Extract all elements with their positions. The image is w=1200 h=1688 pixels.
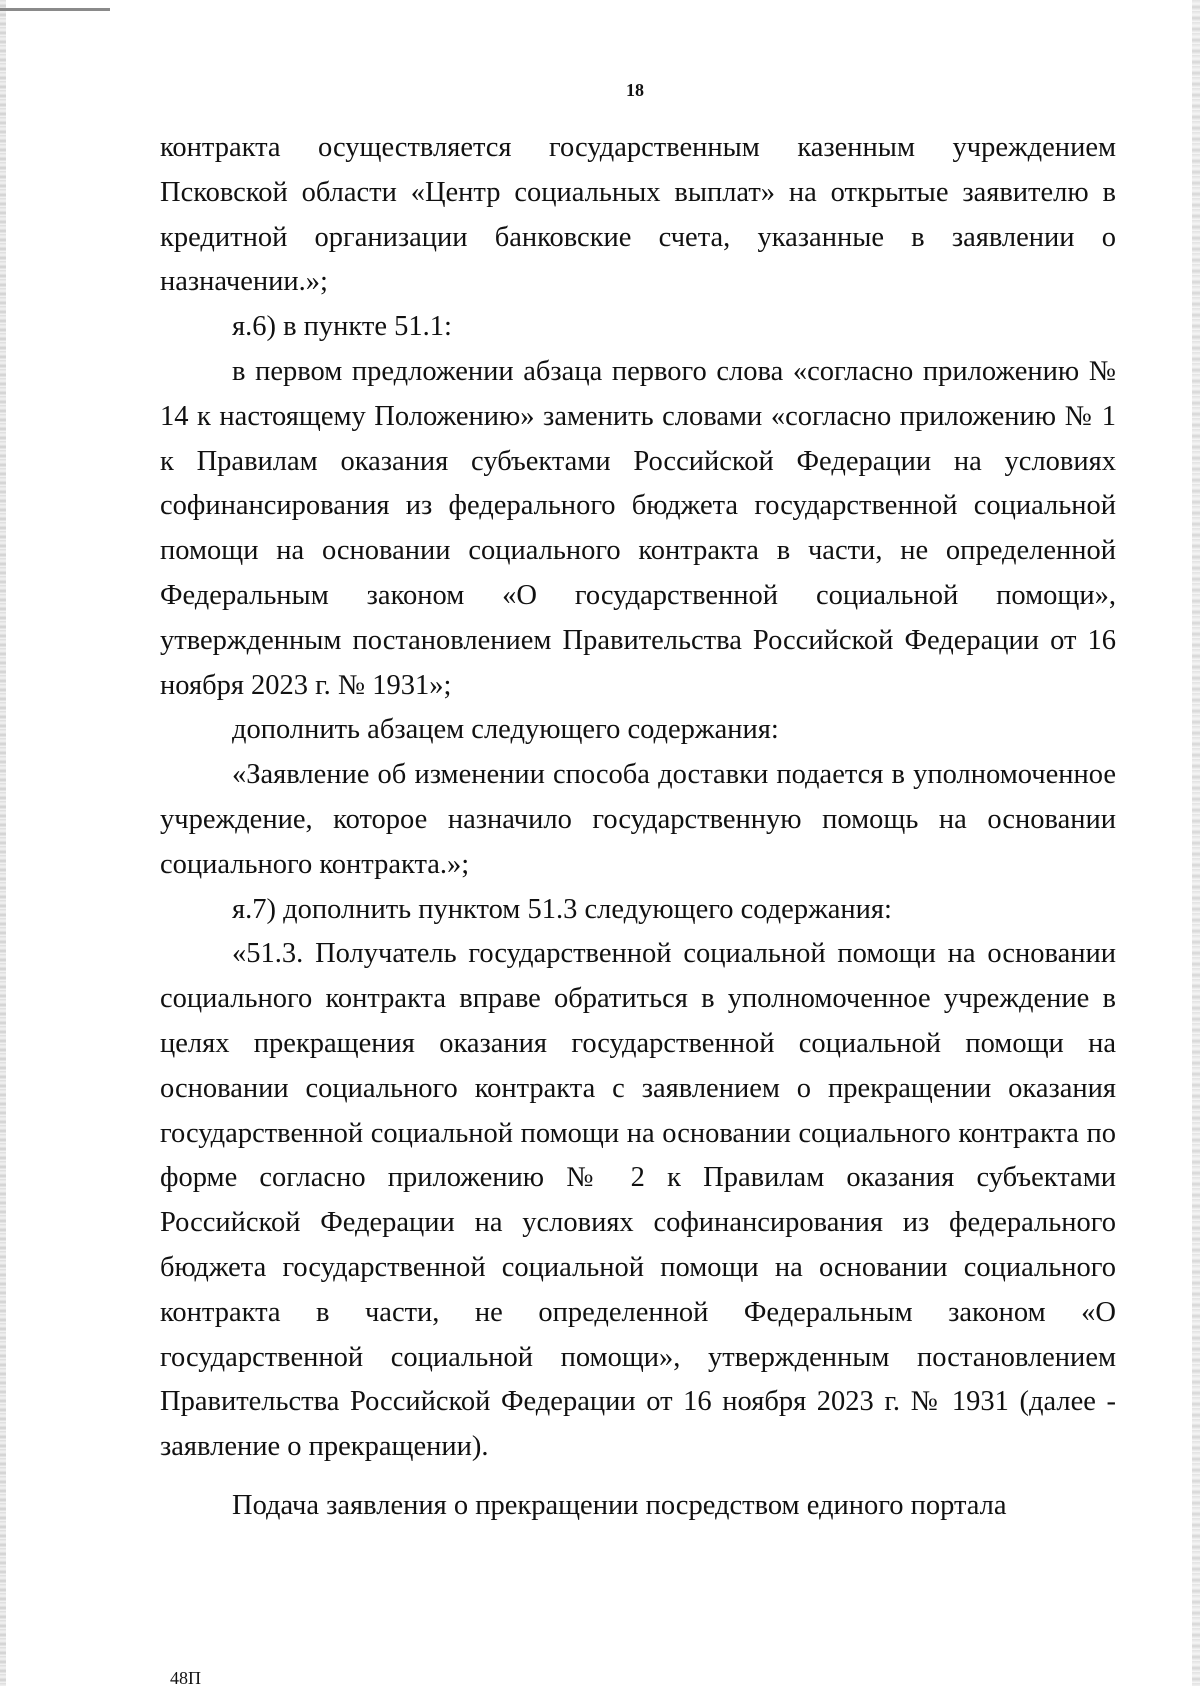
- paragraph-2: я.6) в пункте 51.1:: [232, 311, 452, 343]
- paragraph-8: Подача заявления о прекращении посредством единого портала: [232, 1489, 1007, 1521]
- scan-edge-right: [1192, 0, 1200, 1686]
- paragraph-7: «51.3. Получатель государственной социальной помощи на основании социального контракта вправе обратиться в уполномоченное учреждение в целях прекращения оказания государственной социальной помощи на основании социального контракта с заявлением о прекращении оказания государственной социальной помощи на основании социального контракта по форме согласно приложению № 2 к Правилам оказания субъектами Российской Федерации на условиях софинансирования из федерального бюджета государственной социальной помощи на основании социального контракта в части, не определенной Федеральным законом «О государственной социальной помощи», утвержденным постановлением Правительства Российской Федерации от 16 ноября 2023 г. № 1931 (далее - заявление о прекращении).: [160, 938, 1116, 1463]
- page-number: 18: [626, 80, 644, 100]
- paragraph-4: дополнить абзацем следующего содержания:: [232, 714, 779, 746]
- paragraph-6: я.7) дополнить пунктом 51.3 следующего содержания:: [232, 893, 892, 925]
- paragraph-5: «Заявление об изменении способа доставки подается в уполномоченное учреждение, которое назначило государственную помощь на основании социального контракта.»;: [160, 759, 1116, 880]
- document-body: [160, 126, 1116, 1529]
- footer-code: 48П: [170, 1668, 201, 1688]
- top-rule: [0, 8, 110, 11]
- scan-edge-left: [0, 0, 6, 1686]
- paragraph-3: в первом предложении абзаца первого слова «согласно приложению № 14 к настоящему Положению» заменить словами «согласно приложению № 1 к Правилам оказания субъектами Российской Федерации на условиях софинансирования из федерального бюджета государственной социальной помощи на основании социального контракта в части, не определенной Федеральным законом «О государственной социальной помощи», утвержденным постановлением Правительства Российской Федерации от 16 ноября 2023 г. № 1931»;: [160, 355, 1116, 701]
- paragraph-1: контракта осуществляется государственным казенным учреждением Псковской области «Центр социальных выплат» на открытые заявителю в кредитной организации банковские счета, указанные в заявлении о назначении.»;: [160, 132, 1116, 298]
